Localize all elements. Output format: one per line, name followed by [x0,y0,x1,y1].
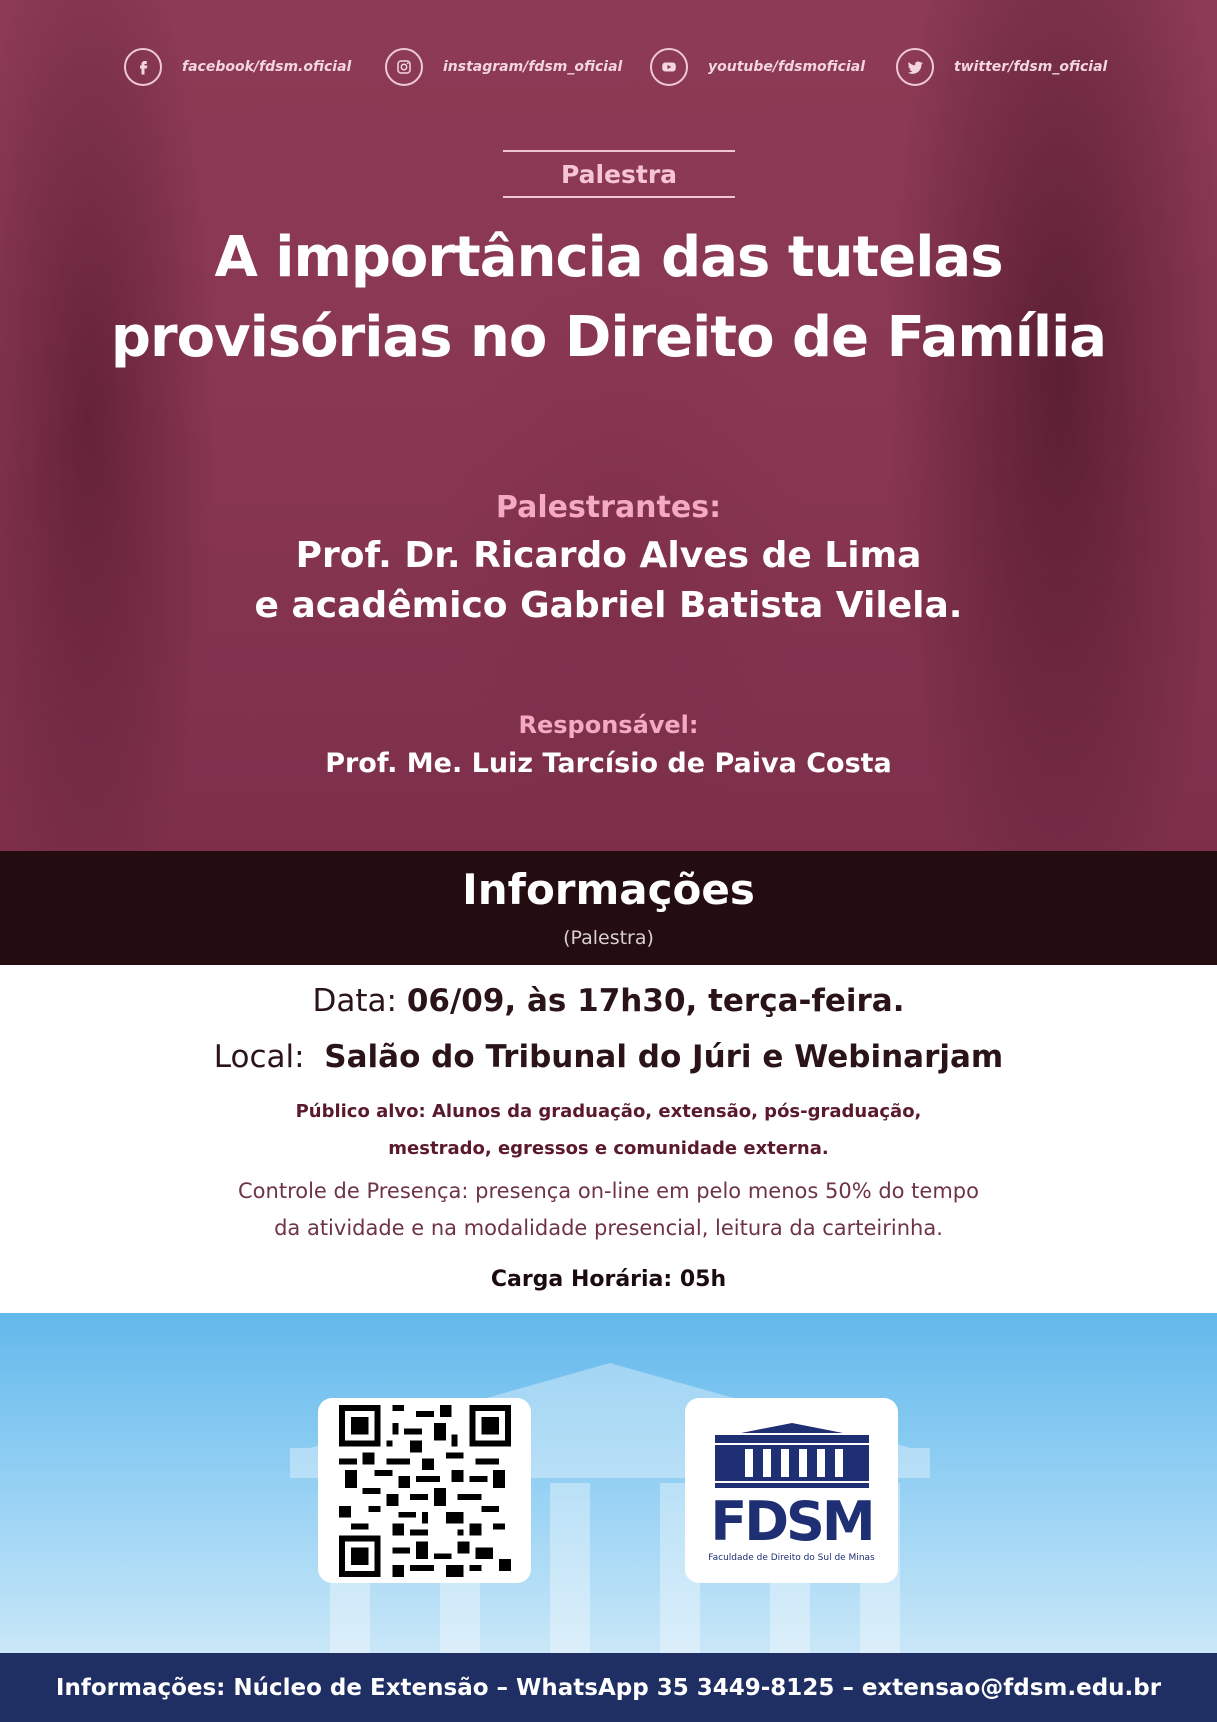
twitter-handle: twitter/fdsm_oficial [954,59,1108,75]
info-subtitle: (Palestra) [563,927,654,949]
fdsm-logo-card [685,1398,898,1583]
date-row [0,983,1217,1019]
footer-graphics [0,1313,1217,1653]
location-label: Local: [213,1039,305,1075]
youtube-handle: youtube/fdsmoficial [708,59,866,75]
date-value: 06/09, às 17h30, terça-feira. [406,983,905,1019]
social-links [0,48,1217,88]
workload: Carga Horária: 05h [490,1267,727,1292]
youtube-icon [650,48,688,86]
info-title: Informações [462,865,755,914]
twitter-link[interactable] [896,48,1107,86]
audience-line-2: mestrado, egressos e comunidade externa. [388,1138,829,1159]
logo-caption: Faculdade de Direito do Sul de Minas [708,1552,875,1563]
contact-info: Informações: Núcleo de Extensão – WhatsApp 35 3449-8125 – extensao@fdsm.edu.br [55,1674,1162,1701]
youtube-link[interactable] [650,48,865,86]
speakers-label: Palestrantes: [495,490,722,525]
speaker-line-1: Prof. Dr. Ricardo Alves de Lima [295,535,922,576]
instagram-handle: instagram/fdsm_oficial [443,59,623,75]
title-line-1: A importância das tutelas [214,225,1003,290]
instagram-link[interactable] [385,48,622,86]
qr-code-card[interactable] [318,1398,531,1583]
event-type: Palestra [560,159,678,189]
facebook-icon [124,48,162,86]
twitter-icon [896,48,934,86]
contact-footer [0,1653,1217,1722]
qr-code[interactable] [339,1405,511,1577]
logo-wordmark: FDSM [710,1489,873,1553]
responsible-name: Prof. Me. Luiz Tarcísio de Paiva Costa [325,748,892,779]
attendance-line-1: Controle de Presença: presença on-line em pelo menos 50% do tempo [238,1179,979,1203]
responsible-label: Responsável: [518,711,699,739]
location-row [0,1039,1217,1075]
date-label: Data: [312,983,397,1019]
attendance-line-2: da atividade e na modalidade presencial, leitura da carteirinha. [274,1216,943,1240]
audience-line-1: Público alvo: Alunos da graduação, extensão, pós-graduação, [295,1101,922,1122]
event-details [0,965,1217,1313]
title-line-2: provisórias no Direito de Família [110,305,1107,370]
facebook-link[interactable] [124,48,351,86]
info-header [0,851,1217,965]
instagram-icon [385,48,423,86]
event-title [0,218,1217,378]
hero-banner [0,0,1217,851]
kicker-frame [503,150,735,198]
building-logo-icon [711,1419,873,1491]
speaker-line-2: e acadêmico Gabriel Batista Vilela. [254,585,963,626]
facebook-handle: facebook/fdsm.oficial [182,59,352,75]
location-value: Salão do Tribunal do Júri e Webinarjam [324,1039,1004,1075]
